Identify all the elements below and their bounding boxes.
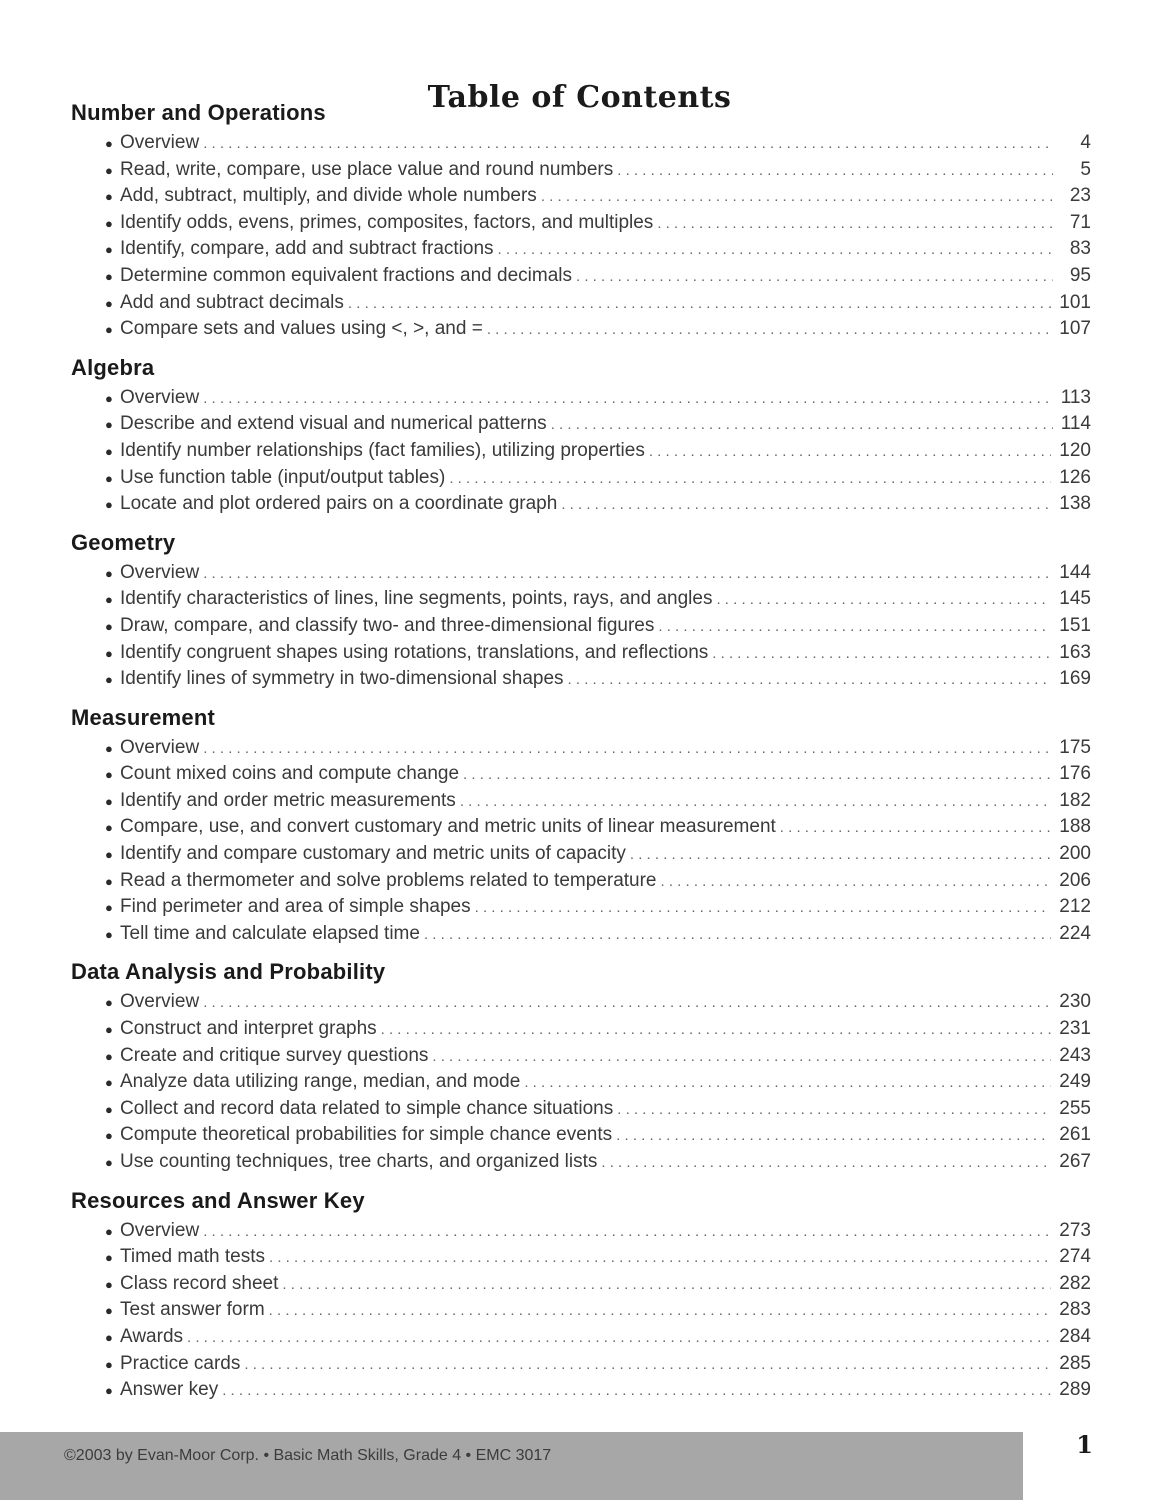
toc-entry [71,183,1091,210]
dot-leader [203,561,1051,588]
toc-entry [71,1016,1091,1043]
entry-label: Construct and interpret graphs [120,1018,377,1040]
bullet-icon: ● [105,618,113,634]
toc-entry [71,1271,1091,1298]
dot-leader [203,386,1053,413]
entry-label: Collect and record data related to simple chance situations [120,1097,614,1119]
dot-leader [498,237,1053,264]
toc-entry [71,1149,1091,1176]
entry-page-number: 212 [1059,896,1091,918]
dot-leader [203,990,1051,1017]
bullet-icon: ● [105,242,113,258]
entry-label: Analyze data utilizing range, median, and mode [120,1071,521,1093]
entry-page-number: 113 [1060,386,1091,408]
entry-label: Count mixed coins and compute change [120,763,460,785]
entry-page-number: 283 [1059,1299,1091,1321]
entry-page-number: 145 [1059,588,1091,610]
bullet-icon: ● [105,189,113,205]
entry-label: Compute theoretical probabilities for simple chance events [120,1124,613,1146]
bullet-icon: ● [105,1250,113,1266]
dot-leader [616,1123,1051,1150]
entry-page-number: 206 [1059,869,1091,891]
entry-label: Read a thermometer and solve problems related to temperature [120,869,657,891]
toc-entry [71,841,1091,868]
entry-page-number: 120 [1059,439,1091,461]
toc-entry [71,989,1091,1016]
entry-page-number: 101 [1059,291,1091,313]
dot-leader [541,184,1053,211]
entry-page-number: 282 [1059,1272,1091,1294]
toc-section [71,955,1091,1175]
entry-label: Read, write, compare, use place value and round numbers [120,158,614,180]
bullet-icon: ● [105,1276,113,1292]
entry-page-number: 175 [1059,736,1091,758]
entry-page-number: 176 [1059,763,1091,785]
entry-label: Identify and order metric measurements [120,789,456,811]
toc-entry [71,290,1091,317]
toc-entry [71,868,1091,895]
bullet-icon: ● [105,417,113,433]
entry-label: Overview [120,736,200,758]
entry-label: Overview [120,132,200,153]
toc-entry [71,1096,1091,1123]
entry-label: Timed math tests [120,1246,266,1268]
entry-page-number: 273 [1059,1219,1091,1241]
entry-page-number: 255 [1059,1097,1091,1119]
dot-leader [568,667,1052,694]
toc-entry [71,1122,1091,1149]
toc-entry [71,1069,1091,1096]
bullet-icon: ● [105,136,113,151]
dot-leader [617,158,1053,185]
dot-leader [463,762,1051,789]
entry-page-number: 107 [1059,318,1091,340]
entry-list [71,385,1091,518]
dot-leader [561,492,1051,519]
dot-leader [475,895,1052,922]
toc-entry [71,735,1091,762]
bullet-icon: ● [105,162,113,178]
bullet-icon: ● [105,1075,113,1091]
toc-entry [71,385,1091,412]
dot-leader [187,1325,1051,1352]
entry-page-number: 126 [1059,466,1091,488]
entry-page-number: 267 [1059,1151,1091,1172]
bullet-icon: ● [105,1356,113,1372]
toc-section [71,1184,1091,1404]
bullet-icon: ● [105,672,113,688]
entry-label: Identify number relationships (fact families), utilizing properties [120,439,645,461]
toc-entry [71,263,1091,290]
footer-copyright: ©2003 by Evan-Moor Corp. • Basic Math Skills, Grade 4 • EMC 3017 [64,1447,552,1464]
toc-entry [71,157,1091,184]
dot-leader [269,1298,1052,1325]
dot-leader [657,211,1053,238]
bullet-icon: ● [105,1223,113,1239]
section-heading: Measurement [71,704,216,730]
dot-leader [649,439,1051,466]
entry-page-number: 284 [1059,1325,1091,1347]
bullet-icon: ● [105,873,113,889]
entry-page-number: 23 [1069,185,1091,207]
bullet-icon: ● [105,1155,113,1170]
entry-label: Test answer form [120,1299,265,1321]
dot-leader [716,587,1051,614]
entry-page-number: 138 [1059,493,1091,515]
toc-entry [71,1351,1091,1378]
toc-entry [71,814,1091,841]
toc-entry [71,491,1091,518]
toc-entry [71,1244,1091,1271]
dot-leader [601,1150,1051,1177]
toc-entry [71,788,1091,815]
entry-page-number: 169 [1059,668,1091,690]
entry-label: Identify characteristics of lines, line segments, points, rays, and angles [120,588,713,610]
bullet-icon: ● [105,1101,113,1117]
bullet-icon: ● [105,847,113,863]
entry-page-number: 95 [1069,264,1091,286]
dot-leader [460,789,1051,816]
entry-page-number: 231 [1059,1018,1091,1040]
bullet-icon: ● [105,1329,113,1345]
bullet-icon: ● [105,215,113,231]
entry-label: Awards [120,1325,184,1347]
toc-entry [71,236,1091,263]
toc-entry [71,921,1091,948]
toc-entry [71,894,1091,921]
dot-leader [269,1245,1051,1272]
page-number: 1 [1076,1430,1093,1459]
entry-list [71,130,1091,343]
entry-page-number: 289 [1059,1379,1091,1401]
bullet-icon: ● [105,1303,113,1319]
entry-label: Use function table (input/output tables) [120,466,446,488]
entry-label: Overview [120,991,200,1013]
entry-label: Add, subtract, multiply, and divide whole numbers [120,185,537,207]
entry-label: Answer key [120,1379,219,1401]
bullet-icon: ● [105,900,113,916]
toc-entry [71,130,1091,157]
bullet-icon: ● [105,1128,113,1144]
bullet-icon: ● [105,443,113,459]
toc-entry [71,1377,1091,1404]
toc-entry [71,411,1091,438]
entry-label: Class record sheet [120,1272,279,1294]
bullet-icon: ● [105,470,113,486]
section-heading: Algebra [71,354,155,380]
entry-page-number: 144 [1059,561,1091,583]
dot-leader [576,264,1053,291]
entry-label: Locate and plot ordered pairs on a coordinate graph [120,493,558,515]
dot-leader [551,412,1053,439]
entry-label: Compare sets and values using <, >, and = [120,318,483,340]
toc-entry [71,1218,1091,1245]
entry-list [71,1218,1091,1404]
dot-leader [203,1219,1051,1246]
entry-label: Identify odds, evens, primes, composites, factors, and multiples [120,211,654,233]
entry-page-number: 163 [1059,641,1091,663]
dot-leader [244,1352,1051,1379]
toc-section [71,351,1091,518]
entry-label: Overview [120,386,200,408]
entry-label: Practice cards [120,1352,241,1374]
entry-label: Overview [120,1219,200,1241]
dot-leader [487,317,1051,344]
entry-label: Determine common equivalent fractions and decimals [120,264,572,286]
toc-entry [71,1324,1091,1351]
bullet-icon: ● [105,497,113,513]
toc-entry [71,1297,1091,1324]
table-of-contents [71,96,1091,1404]
bullet-icon: ● [105,1383,113,1399]
toc-entry [71,640,1091,667]
toc-section [71,701,1091,948]
section-heading: Data Analysis and Probability [71,959,386,985]
page-title: Table of Contents [427,80,732,116]
bullet-icon: ● [105,645,113,661]
toc-entry [71,586,1091,613]
entry-label: Use counting techniques, tree charts, and organized lists [120,1151,598,1172]
toc-entry [71,210,1091,237]
toc-entry [71,666,1091,693]
entry-label: Identify congruent shapes using rotations, translations, and reflections [120,641,709,663]
dot-leader [203,736,1051,763]
entry-page-number: 285 [1059,1352,1091,1374]
entry-label: Create and critique survey questions [120,1044,429,1066]
entry-page-number: 230 [1059,991,1091,1013]
dot-leader [222,1378,1051,1405]
dot-leader [712,641,1051,668]
toc-entry [71,316,1091,343]
section-heading: Number and Operations [71,100,326,125]
dot-leader [630,842,1051,869]
toc-entry [71,1043,1091,1070]
bullet-icon: ● [105,268,113,284]
bullet-icon: ● [105,995,113,1011]
dot-leader [661,869,1052,896]
entry-label: Describe and extend visual and numerical patterns [120,413,547,435]
entry-label: Identify and compare customary and metric units of capacity [120,843,626,865]
toc-section [71,96,1091,343]
toc-entry [71,761,1091,788]
entry-label: Draw, compare, and classify two- and three-dimensional figures [120,614,655,636]
toc-entry [71,613,1091,640]
entry-page-number: 114 [1060,413,1091,435]
entry-label: Identify, compare, add and subtract fractions [120,238,494,260]
dot-leader [780,815,1052,842]
entry-page-number: 83 [1069,238,1091,260]
dot-leader [282,1272,1051,1299]
bullet-icon: ● [105,390,113,406]
entry-label: Find perimeter and area of simple shapes [120,896,471,918]
bullet-icon: ● [105,322,113,338]
entry-page-number: 243 [1059,1044,1091,1066]
bullet-icon: ● [105,565,113,581]
dot-leader [203,131,1053,158]
bullet-icon: ● [105,767,113,783]
entry-page-number: 71 [1069,211,1091,233]
entry-page-number: 274 [1059,1246,1091,1268]
entry-list [71,735,1091,948]
entry-label: Overview [120,561,200,583]
entry-label: Identify lines of symmetry in two-dimensional shapes [120,668,564,690]
bullet-icon: ● [105,295,113,311]
dot-leader [424,922,1051,949]
dot-leader [524,1070,1051,1097]
entry-page-number: 4 [1080,132,1091,153]
entry-list [71,989,1091,1175]
bullet-icon: ● [105,793,113,809]
bullet-icon: ● [105,592,113,608]
dot-leader [658,614,1051,641]
bullet-icon: ● [105,1022,113,1038]
bullet-icon: ● [105,740,113,756]
dot-leader [381,1017,1052,1044]
bullet-icon: ● [105,820,113,836]
dot-leader [348,291,1051,318]
entry-page-number: 261 [1059,1124,1091,1146]
entry-page-number: 188 [1059,816,1091,838]
dot-leader [432,1044,1051,1071]
dot-leader [449,466,1051,493]
toc-entry [71,560,1091,587]
entry-page-number: 224 [1059,922,1091,944]
section-heading: Resources and Answer Key [71,1187,365,1213]
toc-entry [71,438,1091,465]
section-heading: Geometry [71,529,176,555]
entry-label: Compare, use, and convert customary and metric units of linear measurement [120,816,776,838]
entry-page-number: 182 [1059,789,1091,811]
bullet-icon: ● [105,1048,113,1064]
entry-label: Add and subtract decimals [120,291,344,313]
dot-leader [617,1097,1051,1124]
entry-page-number: 249 [1059,1071,1091,1093]
bullet-icon: ● [105,926,113,942]
entry-page-number: 5 [1080,158,1091,180]
entry-label: Tell time and calculate elapsed time [120,922,420,944]
entry-page-number: 151 [1059,614,1091,636]
toc-section [71,526,1091,693]
entry-list [71,560,1091,693]
toc-entry [71,465,1091,492]
entry-page-number: 200 [1059,843,1091,865]
